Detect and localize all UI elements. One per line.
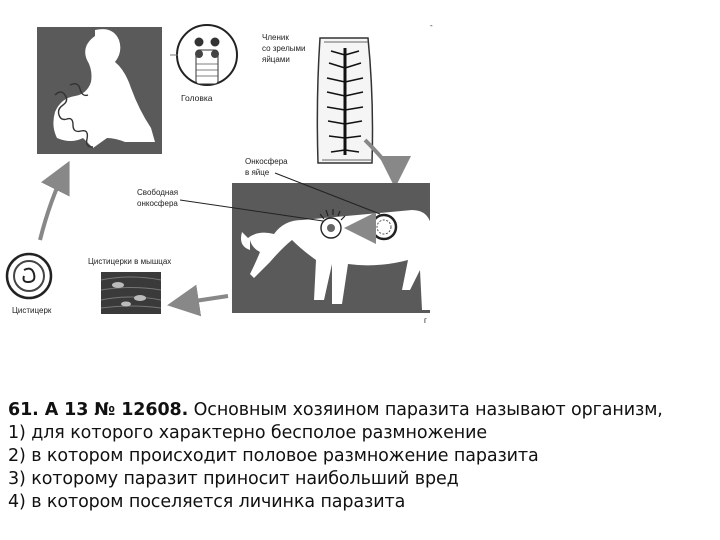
cysticerci-label: Цистицерки в мышцах: [88, 257, 172, 266]
question-heading: [8, 399, 718, 422]
question-number: 61. А 13 № 12608.: [8, 400, 189, 420]
cysticercus-illustration: [7, 254, 51, 298]
head-label: Головка: [181, 93, 213, 103]
question-stem: Основным хозяином паразита называют организм,: [188, 400, 663, 420]
oncosphere-in-egg-label: Онкосфера в яйце: [245, 157, 288, 177]
scolex-illustration: [177, 25, 237, 85]
muscle-tissue-illustration: [101, 272, 161, 314]
cow-panel: [232, 183, 432, 313]
cycle-arrow-left: [40, 168, 66, 240]
answer-option-3[interactable]: 3) которому паразит приносит наибольший вред: [8, 469, 459, 489]
proglottid-illustration: [317, 38, 372, 163]
answer-option-1[interactable]: 1) для которого характерно бесполое размножение: [8, 423, 488, 443]
cysticercus-label: Цистицерк: [12, 306, 52, 315]
cycle-arrow-bottom: [175, 296, 228, 304]
answer-option-2[interactable]: 2) в котором происходит половое размножение паразита: [8, 446, 539, 466]
human-panel: [37, 27, 162, 154]
segment-label: Членик со зрелыми яйцами: [262, 33, 306, 64]
question-block: [8, 399, 718, 514]
corner-mark-top: -: [430, 21, 433, 30]
corner-mark-bottom: г: [424, 316, 427, 325]
answer-option-4[interactable]: 4) в котором поселяется личинка паразита: [8, 492, 406, 512]
free-oncosphere-label: Свободная онкосфера: [137, 188, 179, 208]
